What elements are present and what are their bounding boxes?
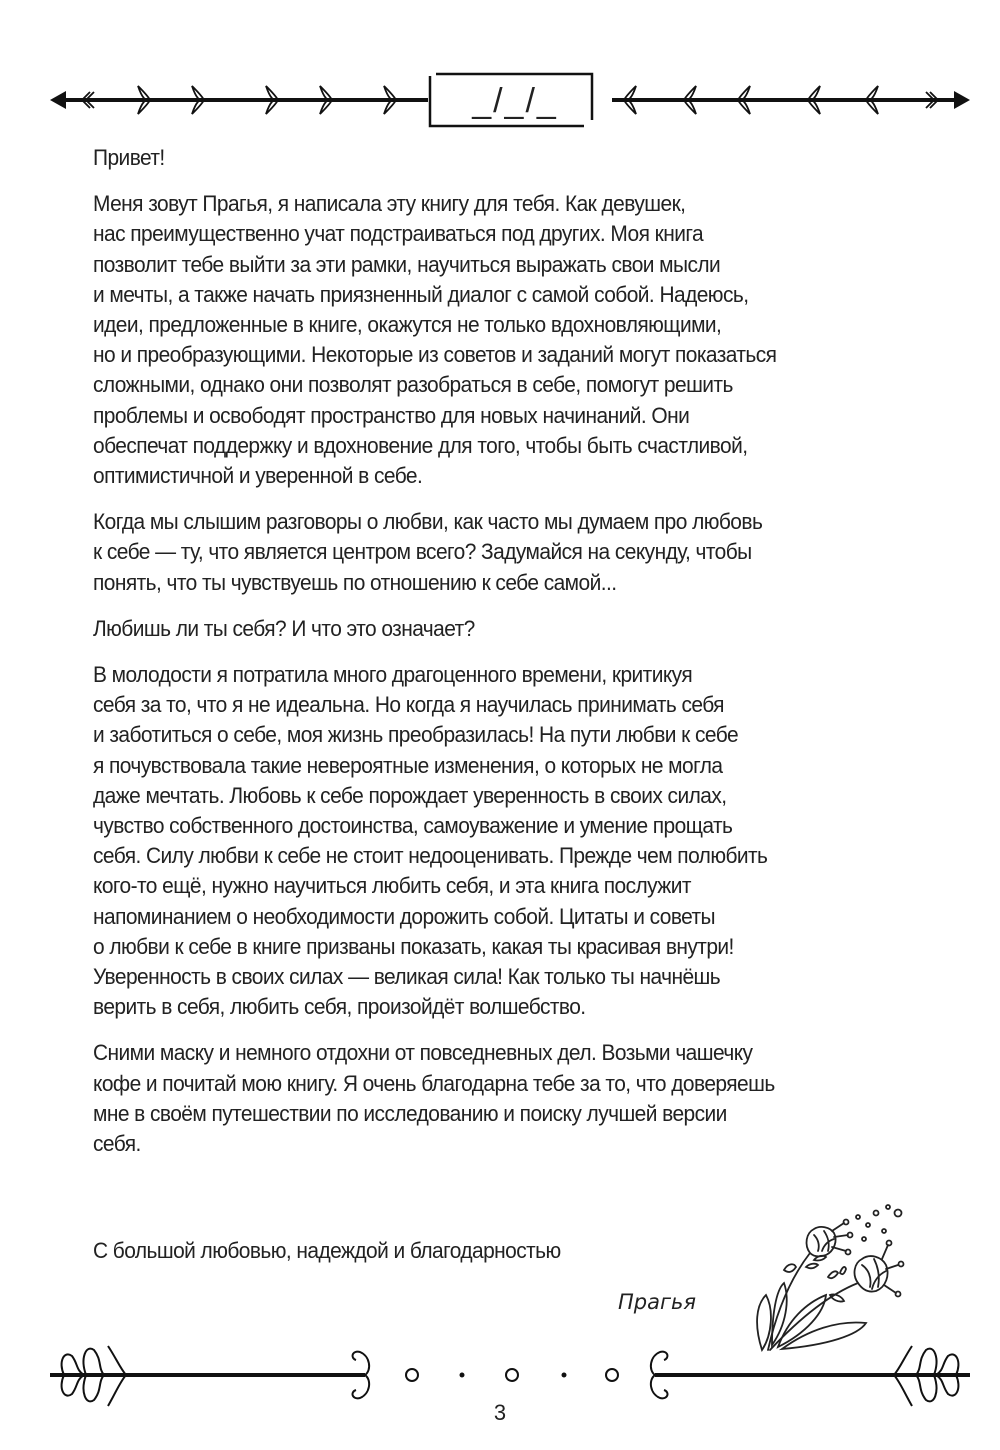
text-line: сложными, однако они позволят разобраться в себе, помогут решить — [93, 372, 733, 398]
paragraph-3 — [93, 614, 884, 644]
text-line: я почувствовала такие невероятные изменения, о которых не могла — [93, 752, 723, 778]
text-line: Уверенность в своих силах — великая сила! Как только ты начнёшь — [93, 964, 721, 990]
arrowhead-right-icon — [954, 91, 970, 109]
text-line: мне в своём путешествии по исследованию и поиску лучшей версии — [93, 1100, 727, 1126]
text-line: чувство собственного достоинства, самоуважение и умение прощать — [93, 813, 733, 839]
text-line: понять, что ты чувствуешь по отношению к себе самой... — [93, 569, 617, 595]
text-line: В молодости я потратила много драгоценного времени, критикуя — [93, 662, 693, 688]
text-line: обеспечат поддержку и вдохновение для того, чтобы быть счастливой, — [93, 432, 748, 458]
signature: Прагья — [618, 1290, 697, 1314]
paragraph-4 — [93, 660, 884, 1022]
page-number: 3 — [493, 1400, 507, 1425]
dot-ring-icon — [406, 1369, 418, 1381]
curl-left-icon — [353, 1352, 370, 1375]
paragraph-2 — [93, 507, 884, 598]
fletching-left-icon — [62, 1354, 84, 1375]
greeting — [93, 143, 884, 173]
text-line: себя за то, что я не идеальна. Но когда я научилась принимать себя — [93, 692, 724, 718]
greeting-text: Привет! — [93, 145, 165, 170]
date-field: _/_/_ — [472, 82, 558, 120]
text-line: Сними маску и немного отдохни от повседневных дел. Возьми чашечку — [93, 1040, 753, 1066]
text-line: Меня зовут Прагья, я написала эту книгу для тебя. Как девушек, — [93, 191, 686, 217]
fletching-right-icon — [936, 1354, 958, 1375]
curl-right-icon — [651, 1352, 668, 1375]
text-line: даже мечтать. Любовь к себе порождает уверенность в своих силах, — [93, 782, 727, 808]
closing-line: С большой любовью, надеждой и благодарностью — [93, 1238, 561, 1263]
text-line: но и преобразующими. Некоторые из советов и заданий могут показаться — [93, 342, 777, 368]
text-line: кого-то ещё, нужно научиться любить себя, и эта книга послужит — [93, 873, 691, 899]
text-line: и заботиться о себе, моя жизнь преобразилась! На пути любви к себе — [93, 722, 739, 748]
dot-icon — [460, 1373, 465, 1378]
text-line: напоминанием о необходимости дорожить собой. Цитаты и советы — [93, 903, 716, 929]
text-line: Когда мы слышим разговоры о любви, как часто мы думаем про любовь — [93, 509, 763, 535]
text-line: о любви к себе в книге призваны показать, какая ты красивая внутри! — [93, 933, 734, 959]
text-line: к себе — ту, что является центром всего? Задумайся на секунду, чтобы — [93, 539, 752, 565]
text-line: нас преимущественно учат подстраиваться под других. Моя книга — [93, 221, 704, 247]
text-line: себя. Силу любви к себе не стоит недооценивать. Прежде чем полюбить — [93, 843, 768, 869]
flower-illustration-icon — [748, 1195, 923, 1355]
paragraph-1 — [93, 189, 884, 491]
text-line: себя. — [93, 1131, 141, 1157]
arrowhead-left-icon — [50, 91, 66, 109]
text-line: позволит тебе выйти за эти рамки, научиться выражать свои мысли — [93, 251, 721, 277]
paragraph-5 — [93, 1038, 884, 1159]
text-line: верить в себя, любить себя, произойдёт волшебство. — [93, 994, 586, 1020]
text-line: оптимистичной и уверенной в себе. — [93, 463, 423, 489]
text-line: проблемы и освободят пространство для новых начинаний. Они — [93, 402, 690, 428]
letter-body — [93, 143, 884, 1175]
text-line: и мечты, а также начать приязненный диалог с самой собой. Надеюсь, — [93, 281, 749, 307]
text-line: идеи, предложенные в книге, окажутся не только вдохновляющими, — [93, 312, 722, 338]
text-line: Любишь ли ты себя? И что это означает? — [93, 615, 475, 641]
text-line: кофе и почитай мою книгу. Я очень благодарна тебе за то, что доверяешь — [93, 1070, 775, 1096]
